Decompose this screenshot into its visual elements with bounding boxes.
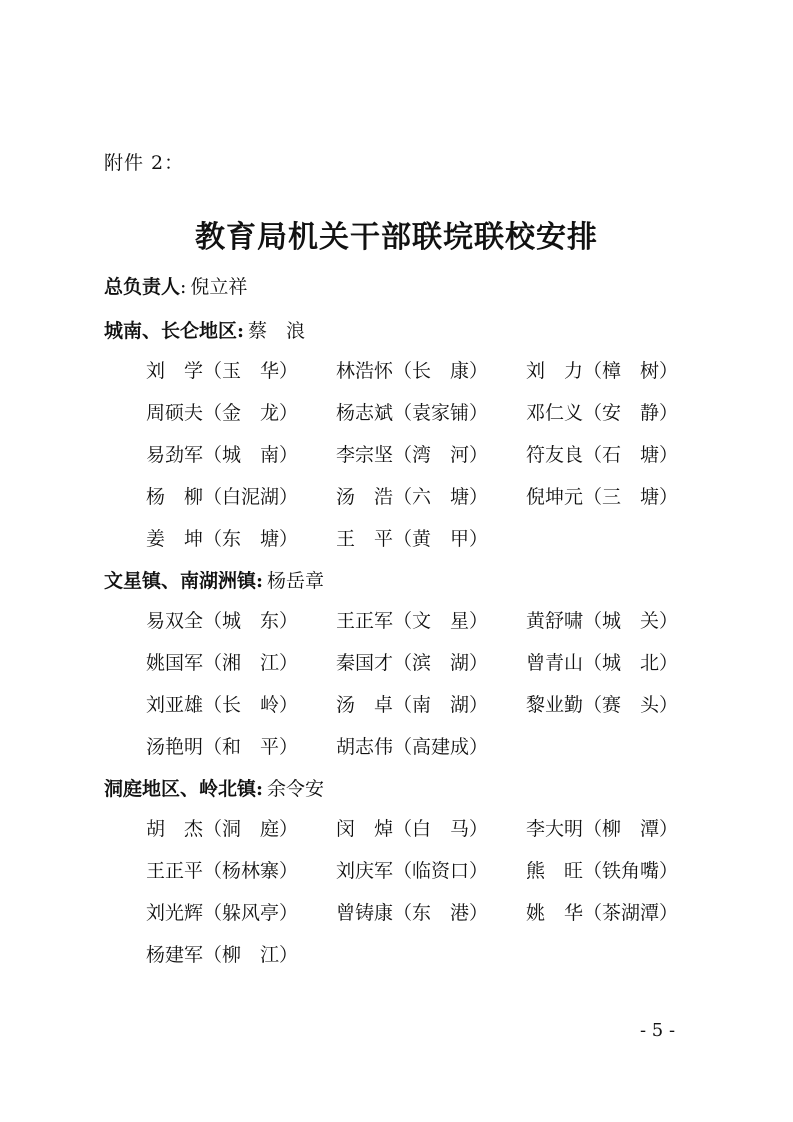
assignment-entry: 姜 坤（东 塘） (146, 528, 299, 550)
assignment-entry: 刘 力（樟 树） (526, 360, 679, 382)
assignment-entry: 易劲军（城 南） (146, 444, 299, 466)
assignment-entry: 周硕夫（金 龙） (146, 402, 299, 424)
section-leader: 余令安 (267, 778, 325, 800)
overall-responsible (104, 272, 247, 299)
assignment-entry: 姚国军（湘 江） (146, 652, 299, 674)
assignment-entry: 曾铸康（东 港） (336, 902, 489, 924)
assignment-entry: 熊 旺（铁角嘴） (526, 860, 679, 882)
assignment-grid (146, 606, 706, 774)
section-heading (104, 566, 324, 593)
section-label: 洞庭地区、岭北镇: (104, 778, 264, 800)
assignment-entry: 李宗坚（湾 河） (336, 444, 489, 466)
assignment-entry: 王 平（黄 甲） (336, 528, 489, 550)
assignment-entry: 刘庆军（临资口） (336, 860, 489, 882)
assignment-entry: 胡 杰（洞 庭） (146, 818, 299, 840)
assignment-entry: 黎业勤（赛 头） (526, 694, 679, 716)
section-leader: 杨岳章 (267, 570, 325, 592)
assignment-entry: 李大明（柳 潭） (526, 818, 679, 840)
document-title: 教育局机关干部联垸联校安排 (195, 220, 598, 255)
section-leader: 蔡 浪 (248, 320, 306, 342)
assignment-entry: 刘光辉（躲风亭） (146, 902, 299, 924)
assignment-entry: 邓仁义（安 静） (526, 402, 679, 424)
assignment-entry: 曾青山（城 北） (526, 652, 679, 674)
assignment-entry: 汤 卓（南 湖） (336, 694, 489, 716)
assignment-entry: 林浩怀（长 康） (336, 360, 489, 382)
assignment-entry: 符友良（石 塘） (526, 444, 679, 466)
assignment-entry: 杨志斌（袁家铺） (336, 402, 489, 424)
overall-responsible-label: 总负责人 (104, 276, 181, 298)
attachment-label: 附件 2： (104, 152, 185, 174)
overall-responsible-colon: : (180, 276, 187, 298)
assignment-entry: 闵 焯（白 马） (336, 818, 489, 840)
section-heading (104, 316, 305, 343)
assignment-entry: 王正军（文 星） (336, 610, 489, 632)
assignment-entry: 刘亚雄（长 岭） (146, 694, 299, 716)
assignment-grid (146, 814, 706, 982)
assignment-entry: 王正平（杨林寨） (146, 860, 299, 882)
overall-responsible-name: 倪立祥 (190, 276, 248, 298)
section-label: 城南、长仑地区: (104, 320, 245, 342)
assignment-entry: 杨建军（柳 江） (146, 944, 299, 966)
assignment-grid (146, 356, 706, 566)
assignment-entry: 姚 华（茶湖潭） (526, 902, 679, 924)
assignment-entry: 刘 学（玉 华） (146, 360, 299, 382)
page-number: - 5 - (640, 1020, 676, 1041)
assignment-entry: 汤艳明（和 平） (146, 736, 299, 758)
assignment-entry: 汤 浩（六 塘） (336, 486, 489, 508)
assignment-entry: 倪坤元（三 塘） (526, 486, 679, 508)
assignment-entry: 黄舒啸（城 关） (526, 610, 679, 632)
section-heading (104, 774, 324, 801)
assignment-entry: 易双全（城 东） (146, 610, 299, 632)
section-label: 文星镇、南湖洲镇: (104, 570, 264, 592)
assignment-entry: 胡志伟（高建成） (336, 736, 489, 758)
assignment-entry: 杨 柳（白泥湖） (146, 486, 299, 508)
assignment-entry: 秦国才（滨 湖） (336, 652, 489, 674)
